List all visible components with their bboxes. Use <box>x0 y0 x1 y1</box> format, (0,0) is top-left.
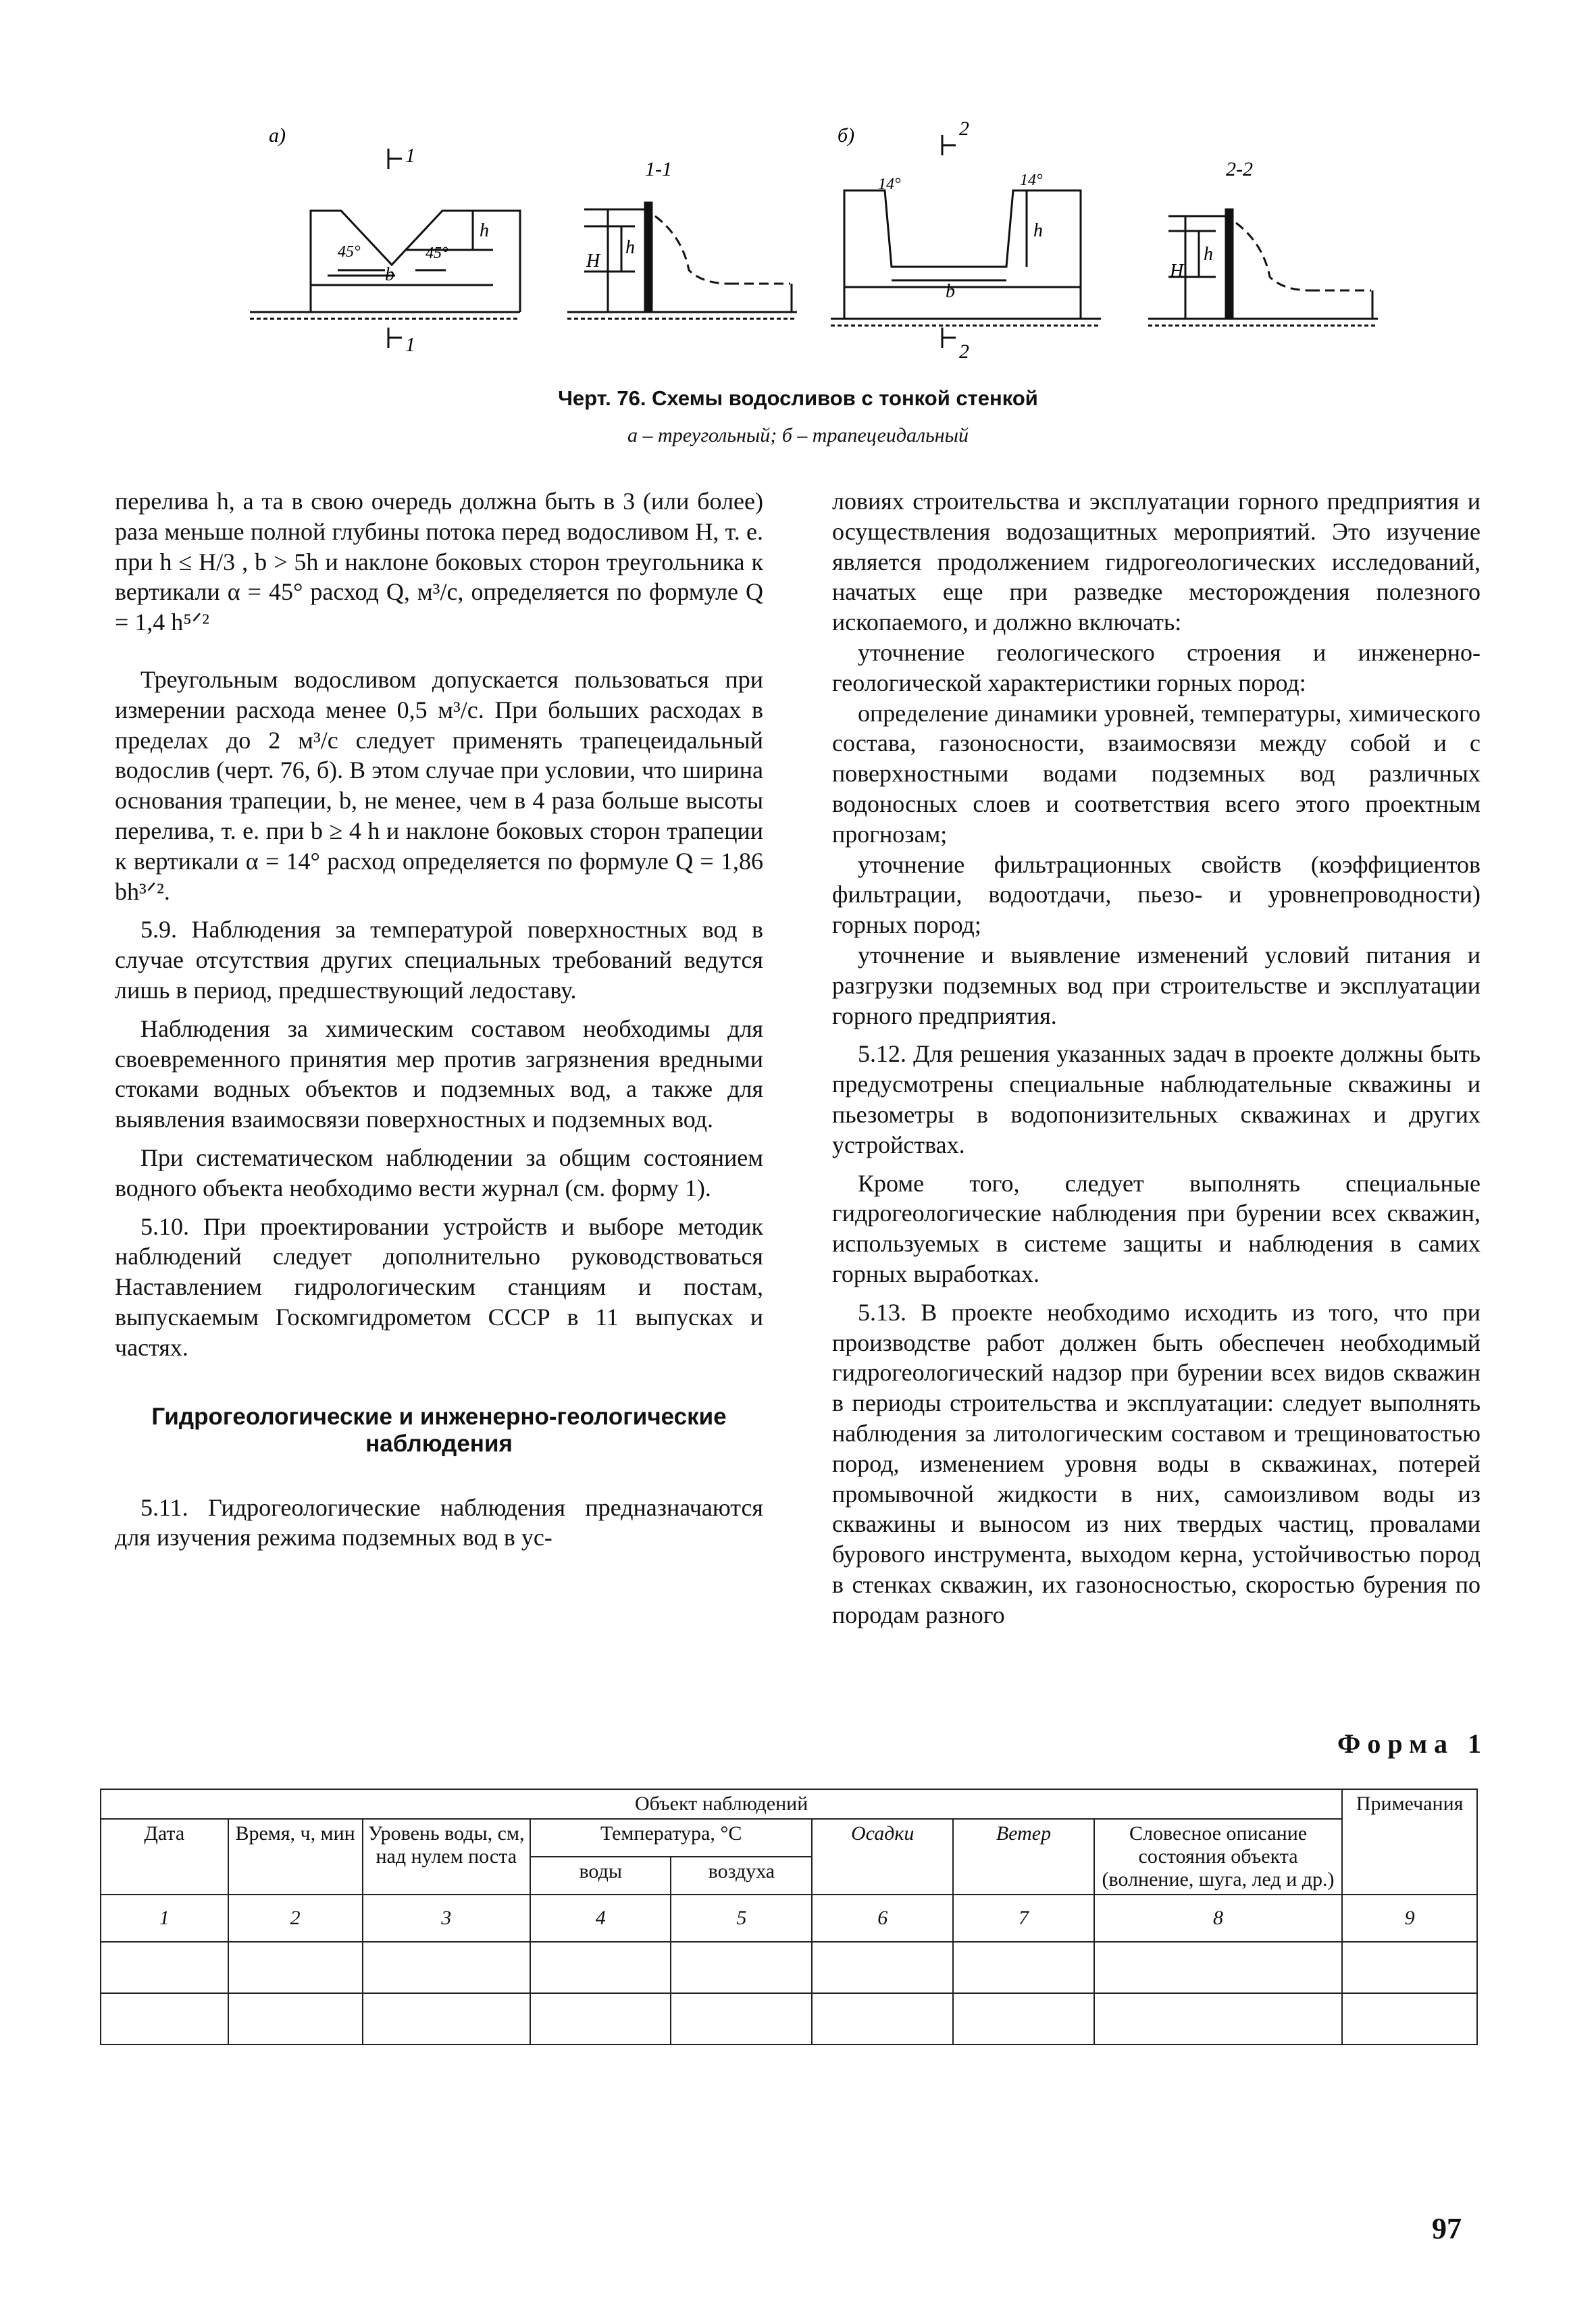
paragraph: перелива h, а та в свою очередь должна быть в 3 (или более) раза меньше полной глубины потока перед водосливом H, т. е. при h ≤ H/3 , b > 5h и наклоне боковых сторон треугольника к вертикали α = 45° расход Q, м³/с, определяется по формуле Q = 1,4 h⁵ᐟ² <box>115 488 763 636</box>
label-h-a: h <box>480 220 489 241</box>
label-section-1-1: 1-1 <box>645 158 672 180</box>
left-column <box>115 486 763 1553</box>
paragraph: уточнение фильтрационных свойств (коэффициентов фильтрации, водоотдачи, пьезо- и уровнепроводности) горных пород; <box>832 850 1481 939</box>
column-number: 1 <box>101 1895 228 1942</box>
paragraph: 5.9. Наблюдения за температурой поверхностных вод в случае отсутствия других специальных требований ведутся лишь в период, предшествующий ледоставу. <box>115 916 763 1004</box>
col-level: Уровень воды, см, над нулем поста <box>363 1819 530 1895</box>
column-number: 9 <box>1342 1895 1477 1942</box>
paragraph: уточнение и выявление изменений условий питания и разгрузки подземных вод при строительстве и эксплуатации горного предприятия. <box>832 941 1481 1029</box>
paragraph: 5.10. При проектировании устройств и выборе методик наблюдений следует дополнительно руководствоваться Наставлением гидрологическим станциям и постам, выпускаемым Госкомгидрометом СССР в 11 выпусках и частях. <box>115 1212 763 1361</box>
notes-header: Примечания <box>1342 1789 1477 1895</box>
col-temperature: Температура, °С <box>530 1819 812 1857</box>
label-section-1-bottom: 1 <box>405 334 415 356</box>
paragraph: Кроме того, следует выполнять специальные гидрогеологические наблюдения при бурении всех скважин, используемых в системе защиты и наблюдения в самих горных выработках. <box>832 1169 1481 1287</box>
label-h-b: h <box>1033 220 1043 241</box>
object-header: Объект наблюдений <box>101 1789 1342 1819</box>
label-h-2: h <box>1204 244 1213 265</box>
column-number: 6 <box>812 1895 953 1942</box>
figure-caption-title: Черт. 76. Схемы водосливов с тонкой стенкой <box>558 386 1038 410</box>
paragraph: 5.11. Гидрогеологические наблюдения предназначаются для изучения режима подземных вод в ус- <box>115 1493 763 1551</box>
label-panel-a: а) <box>269 124 286 147</box>
paragraph: ловиях строительства и эксплуатации горного предприятия и осуществления водозащитных мероприятий. Это изучение является продолжением гидрогеологических исследований, начатых еще при разведке месторождения полезного ископаемого, и должно включать: <box>832 488 1481 636</box>
column-number: 7 <box>953 1895 1094 1942</box>
label-H-2: H <box>1170 261 1184 282</box>
paragraph: определение динамики уровней, температуры, химического состава, газоносности, взаимосвязи между собой и с поверхностными водами подземных вод различных водоносных слоев и соответствия всего этого проектным прогнозам; <box>832 699 1481 848</box>
label-angle-14-left: 14° <box>878 176 901 193</box>
observation-form-table <box>100 1789 1478 2045</box>
col-air: воздуха <box>671 1857 812 1895</box>
paragraph: уточнение геологического строения и инженерно-геологической характеристики горных пород: <box>832 638 1481 696</box>
col-description: Словесное описание состояния объекта (волнение, шуга, лед и др.) <box>1094 1819 1342 1895</box>
label-b-b: b <box>946 281 955 302</box>
label-section-1: 1 <box>405 145 415 167</box>
label-angle-45-right: 45° <box>426 245 448 262</box>
paragraph: 5.12. Для решения указанных задач в проекте должны быть предусмотрены специальные наблюдательные скважины и пьезометры в водопонизительных скважинах и других устройствах. <box>832 1040 1481 1158</box>
column-number: 8 <box>1094 1895 1342 1942</box>
col-time: Время, ч, мин <box>228 1819 363 1895</box>
label-section-2-2: 2-2 <box>1226 158 1253 180</box>
form-label: Форма 1 <box>1337 1728 1488 1759</box>
page-number: 97 <box>1432 2212 1462 2245</box>
label-angle-45-left: 45° <box>338 243 361 261</box>
label-section-2-bottom: 2 <box>959 340 969 363</box>
section-heading: Гидрогеологические и инженерно-геологические наблюдения <box>151 1403 727 1457</box>
column-number: 3 <box>363 1895 530 1942</box>
figure-caption-subtitle: а – треугольный; б – трапецеидальный <box>627 424 969 446</box>
label-section-2: 2 <box>959 118 969 140</box>
table-row <box>101 1993 1477 2045</box>
right-column <box>832 486 1481 1630</box>
column-number: 4 <box>530 1895 671 1942</box>
figure-weir-schemes <box>243 115 1418 398</box>
col-precipitation: Осадки <box>812 1819 953 1895</box>
col-date: Дата <box>101 1819 228 1895</box>
label-panel-b: б) <box>838 124 855 147</box>
label-b-a: b <box>385 264 394 285</box>
label-H-1: H <box>586 251 600 272</box>
table-row <box>101 1942 1477 1993</box>
paragraph: 5.13. В проекте необходимо исходить из того, что при производстве работ должен быть обеспечен необходимый гидрогеологический надзор при бурении всех видов скважин в периоды строительства и эксплуатации: следует выполнять наблюдения за литологическим составом и трещиноватостью пород, изменением уровня воды в скважинах, потерей промывочной жидкости в них, самоизливом воды из скважины и выносом из них твердых частиц, провалами бурового инструмента, выходом керна, устойчивостью пород в стенках скважин, их газоносностью, скоростью бурения по породам разного <box>832 1298 1481 1628</box>
paragraph: Треугольным водосливом допускается пользоваться при измерении расхода менее 0,5 м³/с. При больших расходах в пределах до 2 м³/с следует применять трапецеидальный водослив (черт. 76, б). В этом случае при условии, что ширина основания трапеции, b, не менее, чем в 4 раза больше высоты перелива, т. е. при b ≥ 4 h и наклоне боковых сторон трапеции к вертикали α = 14° расход определяется по формуле Q = 1,86 bh³ᐟ². <box>115 665 763 905</box>
paragraph: При систематическом наблюдении за общим состоянием водного объекта необходимо вести журнал (см. форму 1). <box>115 1143 763 1202</box>
column-number: 5 <box>671 1895 812 1942</box>
column-number: 2 <box>228 1895 363 1942</box>
paragraph: Наблюдения за химическим составом необходимы для своевременного принятия мер против загрязнения вредными стоками водных объектов и подземных вод, а также для выявления взаимосвязи поверхностных и подземных вод. <box>115 1014 763 1133</box>
label-angle-14-right: 14° <box>1020 172 1043 189</box>
label-h-1: h <box>625 237 635 258</box>
col-water: воды <box>530 1857 671 1895</box>
col-wind: Ветер <box>953 1819 1094 1895</box>
